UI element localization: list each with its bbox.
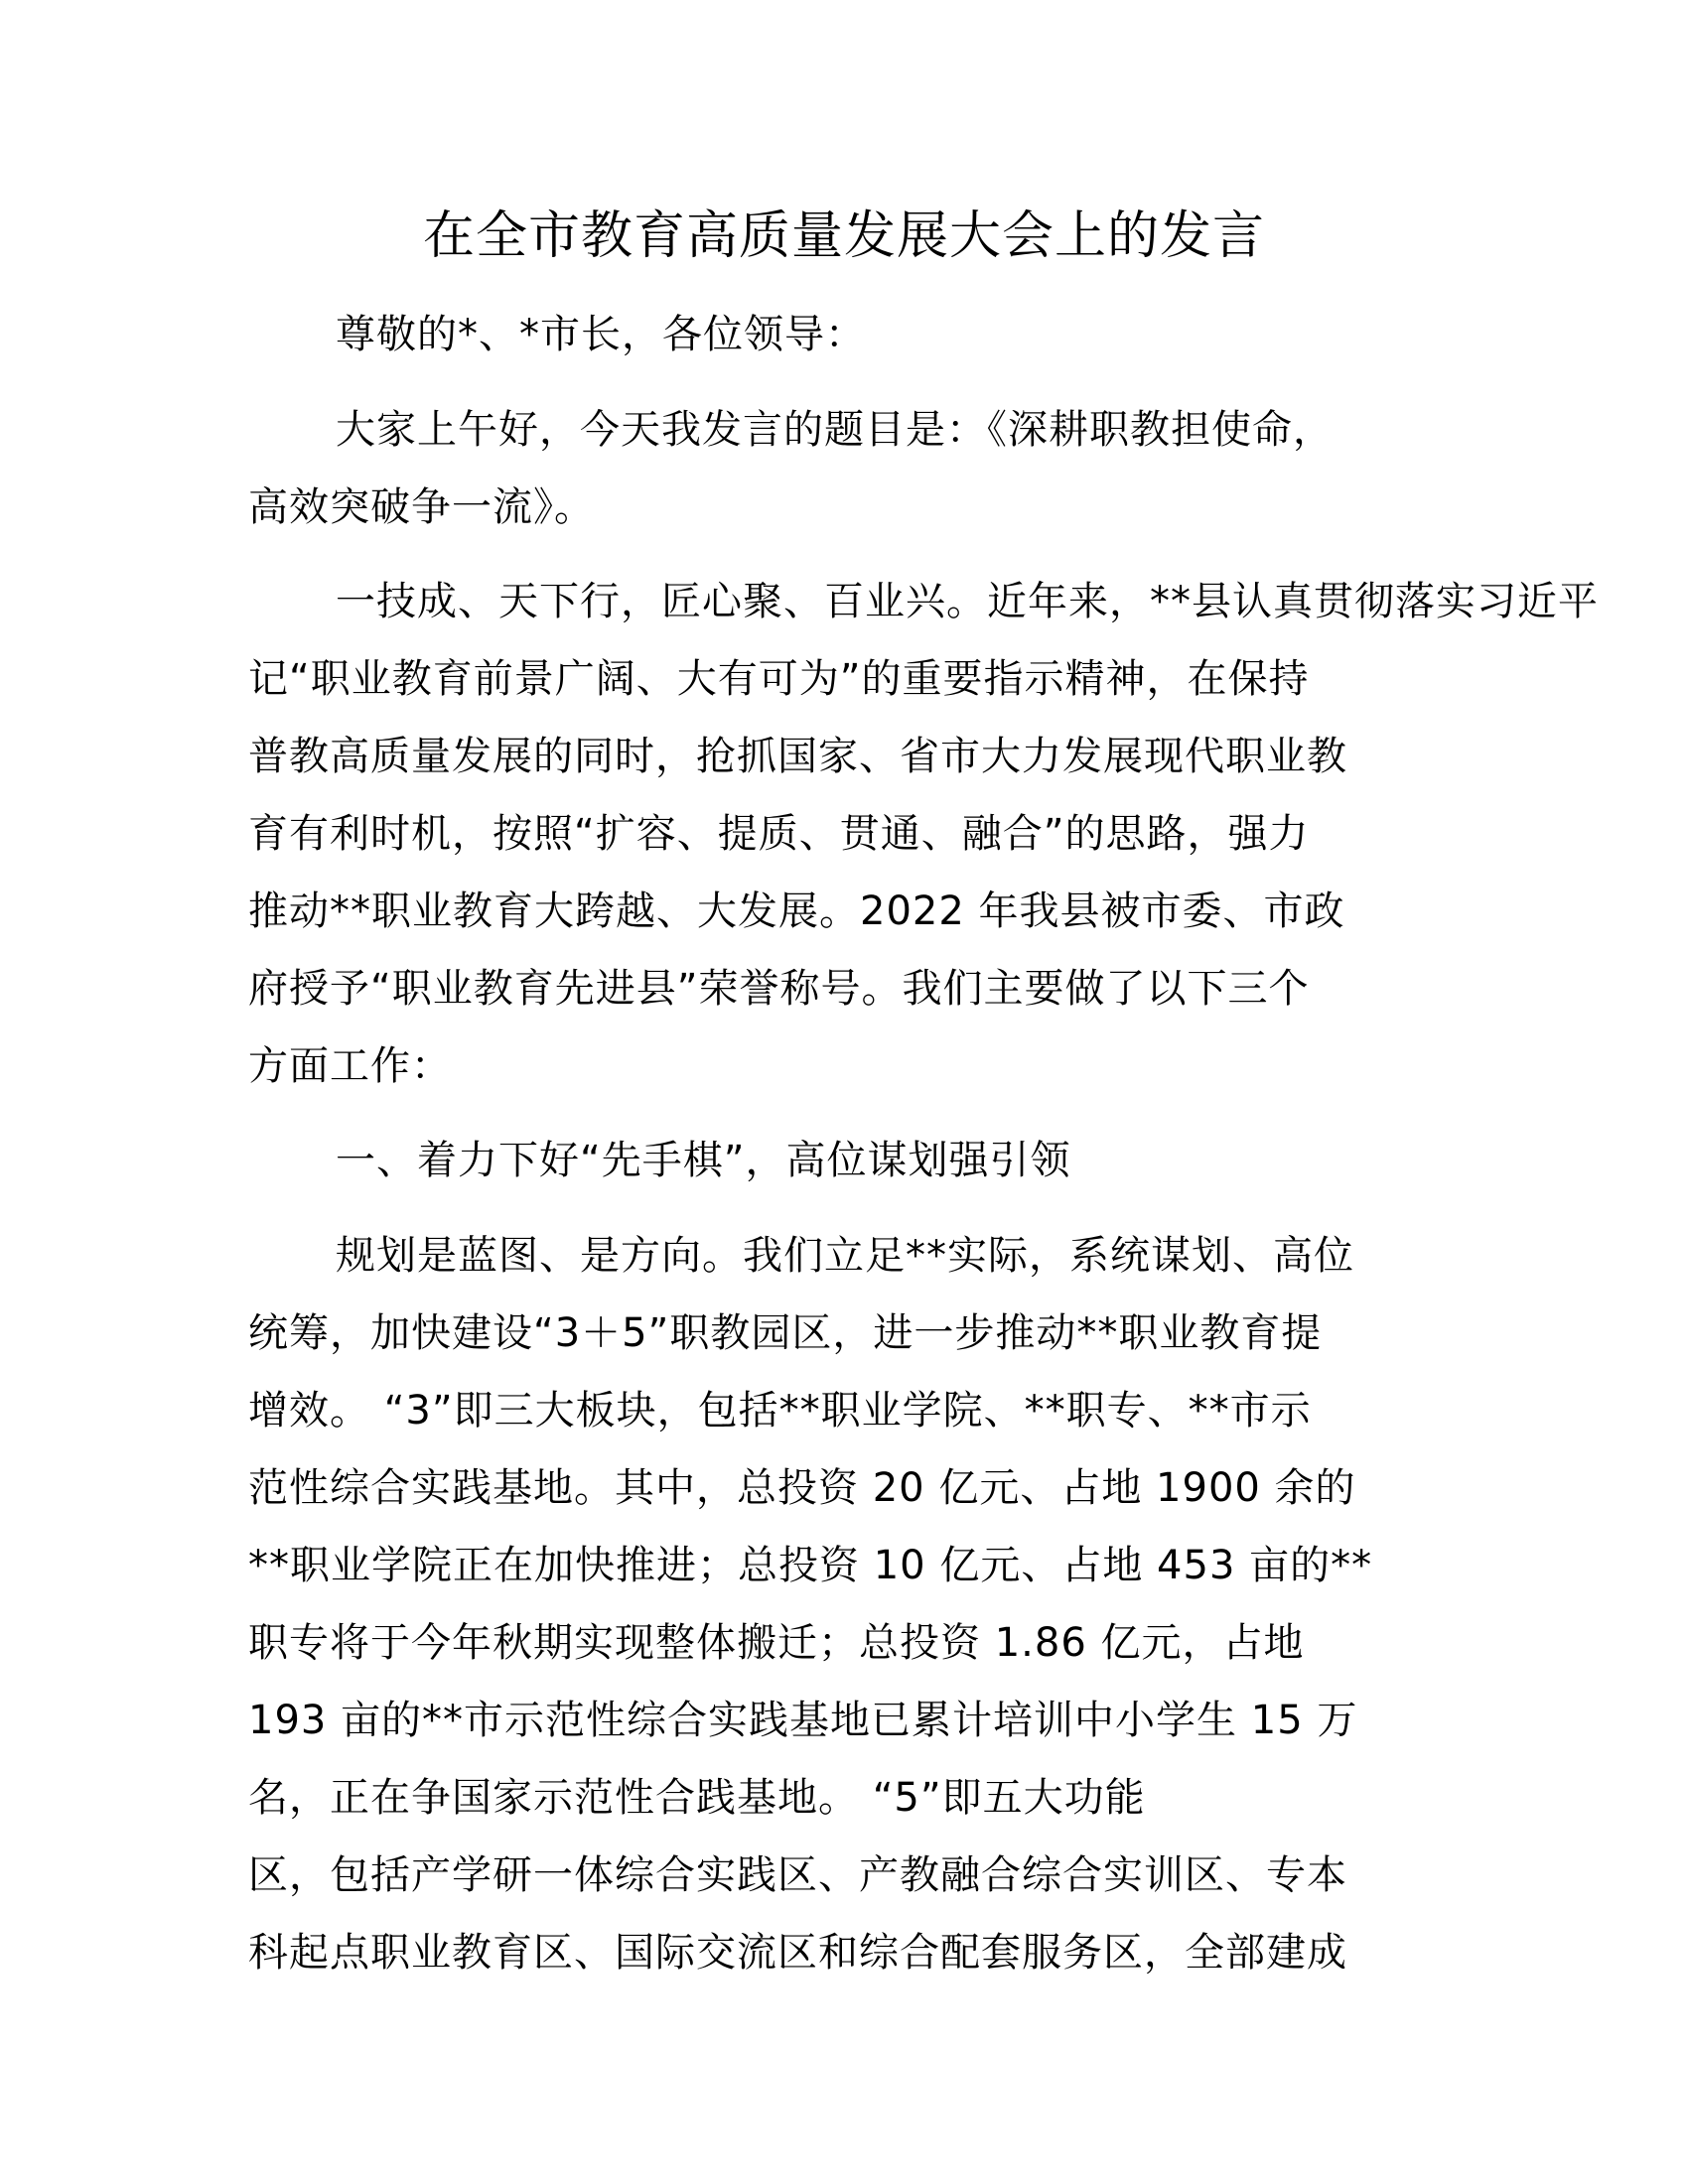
text-line: 推动**职业教育大跨越、大发展。2022 年我县被市委、市政 [248,888,1345,934]
text-line: **职业学院正在加快推进；总投资 10 亿元、占地 453 亩的** [248,1543,1373,1588]
text-line: 193 亩的**市示范性综合实践基地已累计培训中小学生 15 万 [248,1698,1358,1743]
text-line: 记“职业教育前景广阔、大有可为”的重要指示精神，在保持 [248,656,1310,702]
text-line: 府授予“职业教育先进县”荣誉称号。我们主要做了以下三个 [248,966,1310,1012]
text-line: 统筹，加快建设“3＋5”职教园区，进一步推动**职业教育提 [248,1310,1323,1356]
text-line: 高效突破争一流》。 [248,484,595,530]
text-line: 大家上午好，今天我发言的题目是：《深耕职教担使命， [336,407,1334,453]
text-line: 方面工作： [248,1043,452,1089]
text-line: 职专将于今年秋期实现整体搬迁；总投资 1.86 亿元，占地 [248,1620,1305,1666]
salutation-line: 尊敬的*、*市长，各位领导： [336,312,866,357]
text-line: 增效。 “3”即三大板块，包括**职业学院、**职专、**市示 [248,1388,1312,1433]
text-line: 范性综合实践基地。其中，总投资 20 亿元、占地 1900 余的 [248,1465,1356,1511]
page-title: 在全市教育高质量发展大会上的发言 [422,206,1265,266]
text-line: 普教高质量发展的同时，抢抓国家、省市大力发展现代职业教 [248,734,1347,779]
text-line: 区，包括产学研一体综合实践区、产教融合综合实训区、专本 [248,1852,1347,1898]
text-line: 名，正在争国家示范性合践基地。 “5”即五大功能 [248,1775,1146,1821]
text-line: 育有利时机，按照“扩容、提质、贯通、融合”的思路，强力 [248,811,1310,857]
text-line: 一技成、天下行，匠心聚、百业兴。近年来，**县认真贯彻落实习近平 [336,579,1599,624]
text-line: 规划是蓝图、是方向。我们立足**实际，系统谋划、高位 [336,1233,1354,1279]
text-line: 科起点职业教育区、国际交流区和综合配套服务区，全部建成 [248,1930,1347,1976]
section-heading: 一、着力下好“先手棋”，高位谋划强引领 [336,1138,1071,1183]
